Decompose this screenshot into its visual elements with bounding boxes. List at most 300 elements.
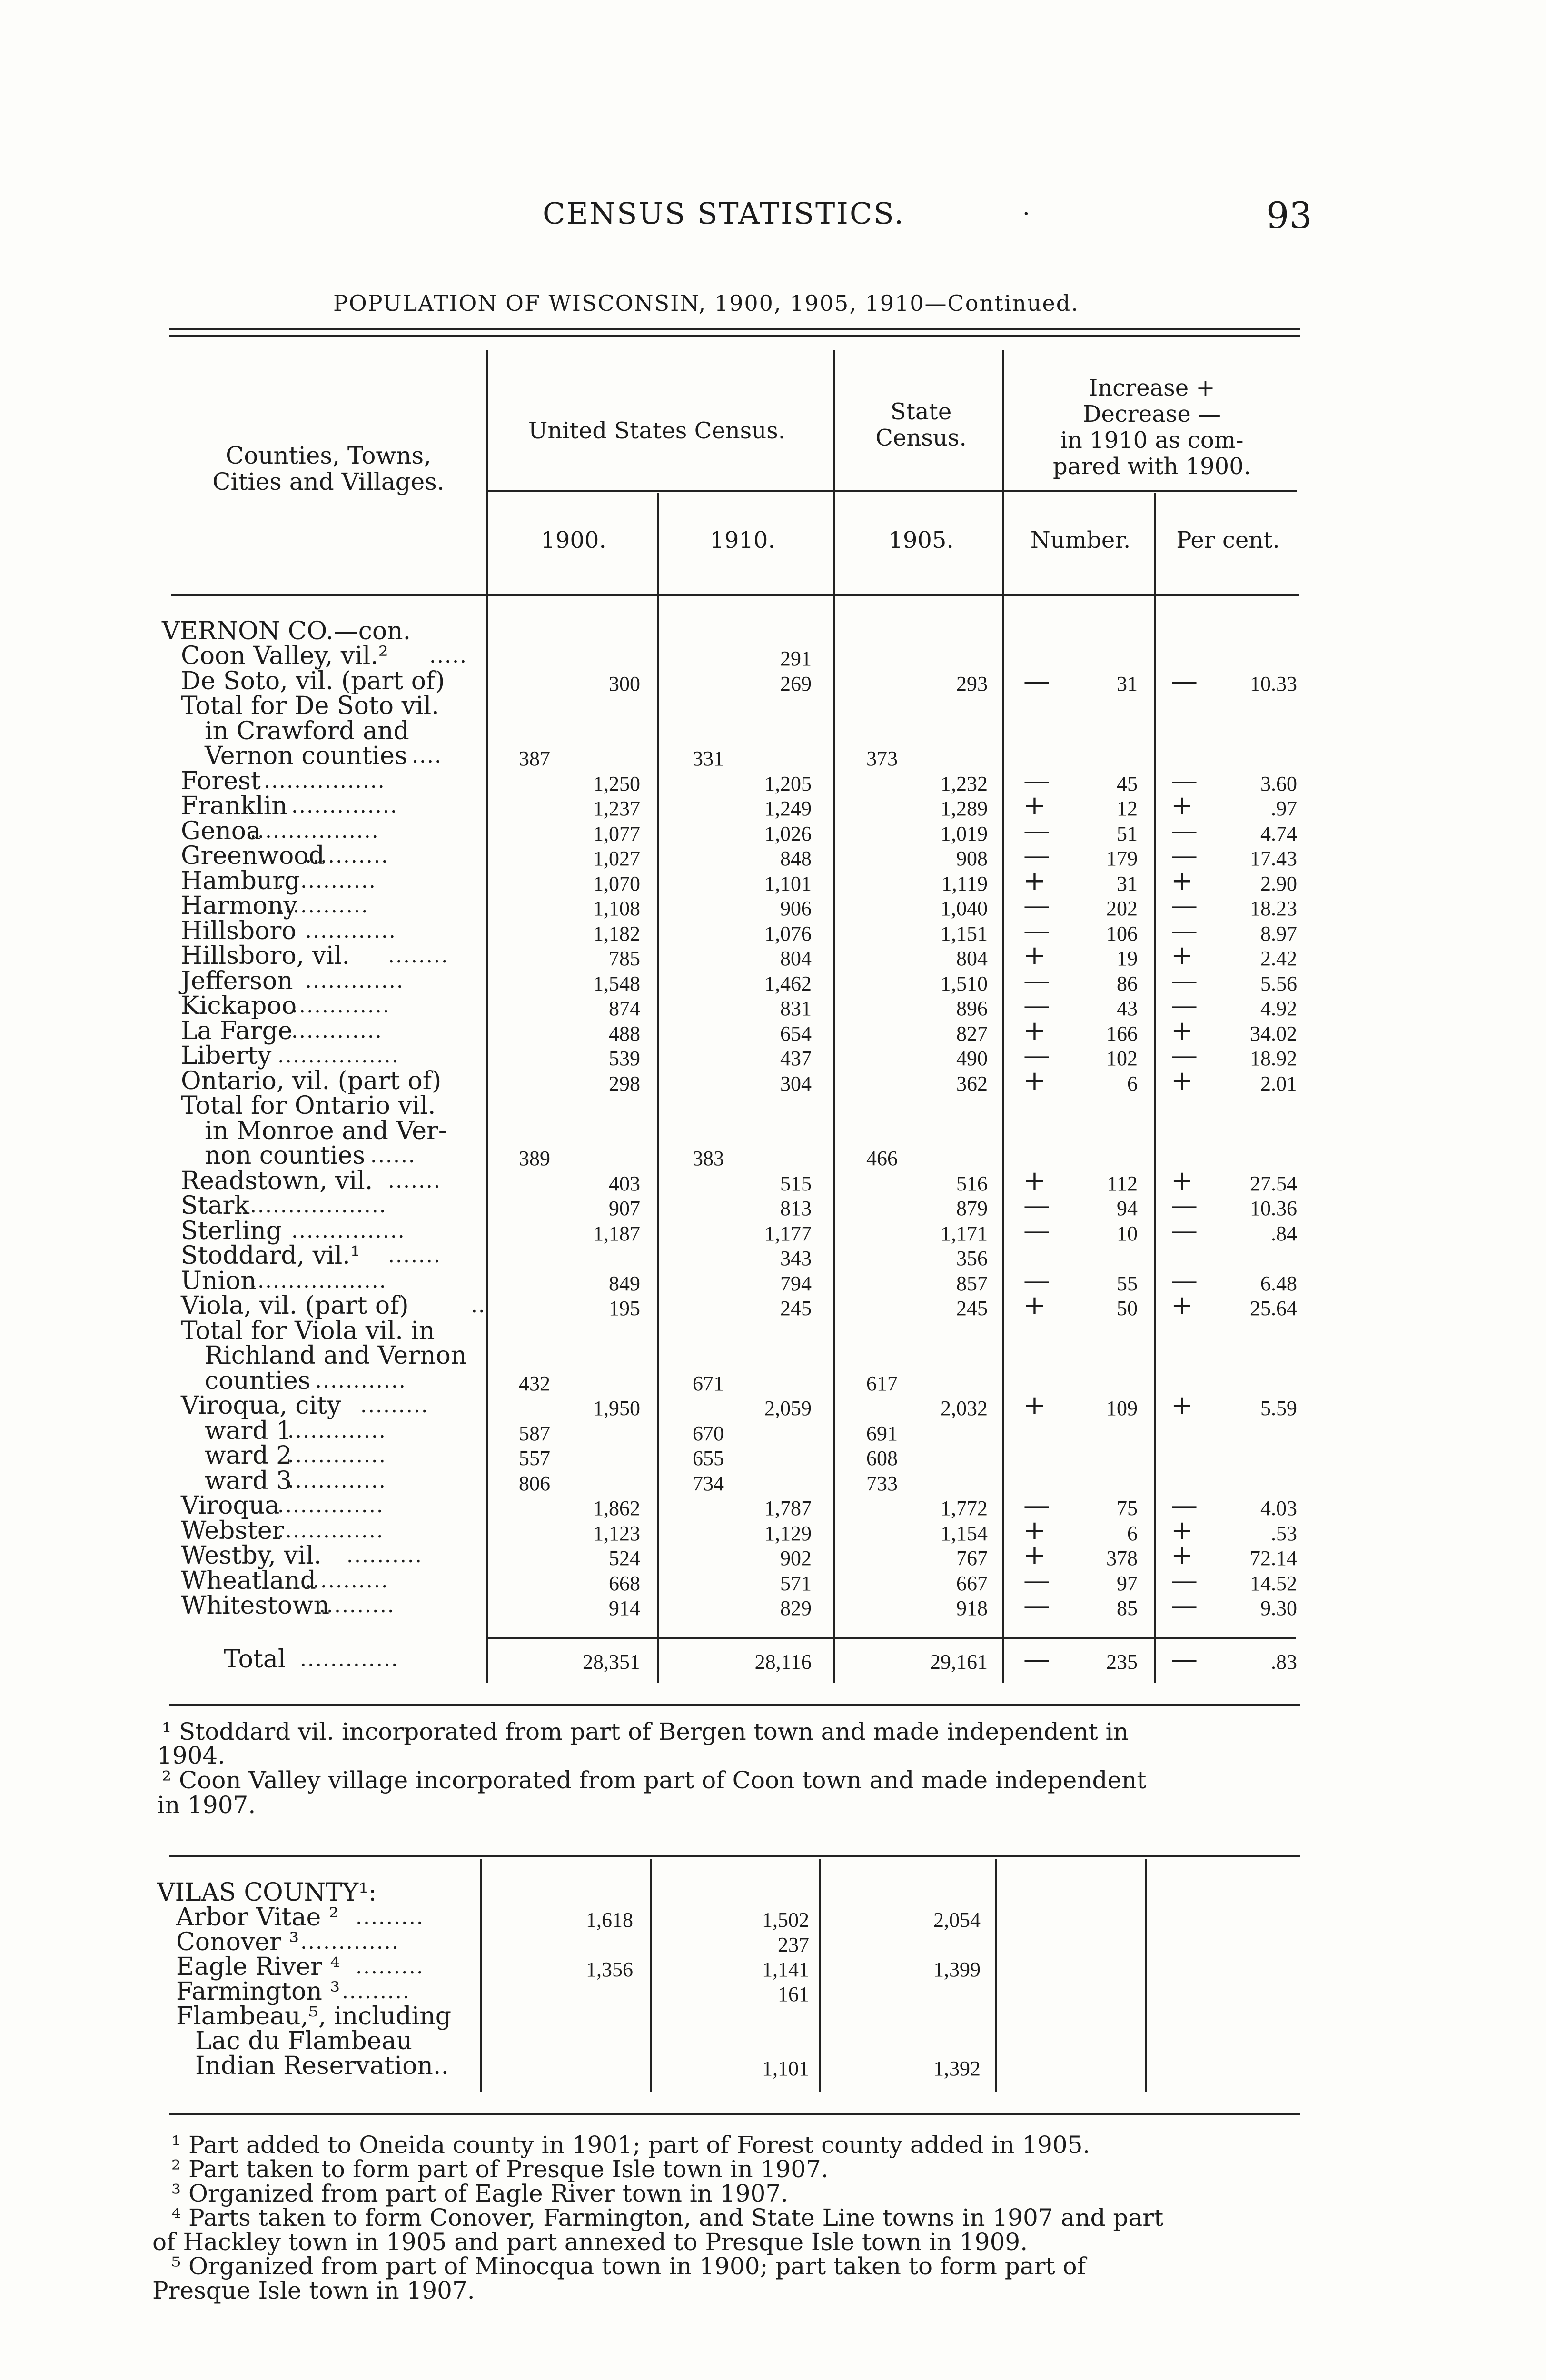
cell-1900: 849 <box>609 1272 640 1295</box>
row-leader: ...... <box>370 1143 416 1168</box>
total-1905: 617 <box>866 1372 898 1395</box>
cell-1905: 356 <box>956 1247 988 1270</box>
cell-1900: 1,187 <box>593 1222 640 1245</box>
total-rule <box>486 1637 1296 1639</box>
percent-sign: — <box>1171 1590 1198 1621</box>
row-leader: .............. <box>291 793 398 818</box>
cell-1905: 293 <box>956 672 988 695</box>
change-sign: — <box>1023 1565 1050 1596</box>
change-number: 75 <box>1117 1497 1138 1520</box>
vilas-cell-1905: 1,392 <box>933 2057 981 2080</box>
change-percent: 72.14 <box>1250 1547 1297 1570</box>
percent-sign: — <box>1171 1040 1198 1071</box>
cell-1900: 874 <box>609 997 640 1020</box>
vilas-footnote-line: ⁴ Parts taken to form Conover, Farmington, and State Line towns in 1907 and part <box>171 2204 1164 2231</box>
percent-sign: — <box>1171 1490 1198 1521</box>
change-percent: 2.01 <box>1260 1072 1297 1095</box>
percent-sign: + <box>1171 1290 1193 1321</box>
change-number: 10 <box>1117 1222 1138 1245</box>
cell-1910: 1,129 <box>764 1522 812 1545</box>
change-percent: 34.02 <box>1250 1022 1297 1045</box>
row-leader: .............. <box>277 1518 384 1543</box>
col-head-state-census: State Census. <box>875 398 967 451</box>
percent-sign: — <box>1171 965 1198 996</box>
change-percent: 2.90 <box>1260 872 1297 895</box>
change-sign: — <box>1023 665 1050 696</box>
row-label: non counties <box>205 1141 366 1170</box>
vilas-cell-1910: 1,101 <box>762 2057 809 2080</box>
row-leader: ....... <box>388 1169 441 1193</box>
percent-sign: — <box>1171 1265 1198 1296</box>
cell-1900: 298 <box>609 1072 640 1095</box>
row-leader: ................ <box>264 769 386 793</box>
change-percent: .97 <box>1271 797 1297 820</box>
cell-1910: 1,026 <box>764 822 812 845</box>
change-sign: + <box>1023 1390 1046 1421</box>
change-sign: — <box>1023 765 1050 796</box>
vilas-cell-1905: 2,054 <box>933 1908 981 1932</box>
total-1905-value: 29,161 <box>930 1650 988 1674</box>
total-1900-value: 28,351 <box>583 1650 640 1674</box>
row-label: Viola, vil. (part of) <box>181 1291 409 1320</box>
row-leader: ............ <box>315 1368 406 1393</box>
change-sign: — <box>1023 1190 1050 1221</box>
change-number: 55 <box>1117 1272 1138 1295</box>
change-number: 6 <box>1127 1522 1138 1545</box>
cell-1900: 914 <box>609 1597 640 1620</box>
cell-1905: 667 <box>956 1572 988 1595</box>
total-1910-value: 28,116 <box>754 1650 812 1674</box>
row-leader: .............. <box>277 1493 384 1517</box>
cell-1910: 571 <box>780 1572 812 1595</box>
percent-sign: — <box>1171 1215 1198 1246</box>
cell-1905: 1,171 <box>941 1222 988 1245</box>
vilas-row-label: Lac du Flambeau <box>195 2027 413 2055</box>
col-divider-2 <box>657 493 659 1683</box>
change-number: 97 <box>1117 1572 1138 1595</box>
cell-1900: 907 <box>609 1197 640 1220</box>
row-label: Hillsboro, vil. <box>181 942 350 970</box>
total-1910: 383 <box>693 1147 724 1170</box>
vilas-section-title: VILAS COUNTY¹: <box>157 1878 377 1907</box>
vilas-cell-1910: 1,502 <box>762 1908 809 1932</box>
vilas-divider-3 <box>819 1859 821 2092</box>
total-1900: 389 <box>519 1147 550 1170</box>
total-1905: 608 <box>866 1447 898 1470</box>
vilas-row-leader: ............. <box>300 1930 399 1954</box>
cell-1910: 343 <box>780 1247 812 1270</box>
change-percent: 18.23 <box>1250 897 1297 920</box>
row-label: Webster <box>181 1517 284 1545</box>
vilas-divider-1 <box>480 1859 482 2092</box>
total-1900: 806 <box>519 1472 550 1495</box>
cell-1905: 490 <box>956 1047 988 1070</box>
col-divider-1 <box>486 350 488 1683</box>
vilas-row-leader: ......... <box>356 1954 424 1979</box>
change-percent: 4.03 <box>1260 1497 1297 1520</box>
percent-sign: + <box>1171 1390 1193 1421</box>
vilas-cell-1900: 1,356 <box>586 1958 633 1981</box>
cell-1910: 813 <box>780 1197 812 1220</box>
percent-sign: — <box>1171 840 1198 871</box>
cell-1905: 516 <box>956 1172 988 1195</box>
row-label: Viroqua, city <box>181 1391 341 1420</box>
change-percent: 25.64 <box>1250 1297 1297 1320</box>
change-number: 6 <box>1127 1072 1138 1095</box>
cell-1900: 1,950 <box>593 1397 640 1420</box>
change-number: 202 <box>1106 897 1138 920</box>
row-label: Westby, vil. <box>181 1541 322 1570</box>
change-percent: 10.36 <box>1250 1197 1297 1220</box>
change-sign: + <box>1023 865 1046 896</box>
cell-1905: 827 <box>956 1022 988 1045</box>
total-1910: 671 <box>693 1372 724 1395</box>
row-leader: .................. <box>250 1193 387 1218</box>
row-label: Hillsboro <box>181 917 297 945</box>
row-label: Kickapoo <box>181 992 297 1020</box>
total-change-percent: .83 <box>1271 1650 1297 1674</box>
percent-sign: + <box>1171 1015 1193 1046</box>
row-leader: ........... <box>305 843 389 868</box>
change-sign: + <box>1023 1165 1046 1196</box>
row-label: in Crawford and <box>205 717 409 745</box>
row-label: ward 2 <box>205 1441 292 1470</box>
change-sign: + <box>1023 790 1046 821</box>
col-head-change-4: pared with 1900. <box>1053 453 1251 480</box>
vilas-cell-1905: 1,399 <box>933 1958 981 1981</box>
cell-1900: 524 <box>609 1547 640 1570</box>
row-label: Coon Valley, vil.² <box>181 642 388 670</box>
vilas-row-label: Conover ³ <box>176 1928 299 1956</box>
row-label: Genoa <box>181 817 261 845</box>
vilas-cell-1900: 1,618 <box>586 1908 633 1932</box>
footnote-2-line1: ² Coon Valley village incorporated from part of Coon town and made independent <box>162 1766 1147 1794</box>
total-1900: 557 <box>519 1447 550 1470</box>
percent-sign: + <box>1171 865 1193 896</box>
cell-1905: 1,019 <box>941 822 988 845</box>
change-number: 31 <box>1117 672 1138 695</box>
row-label: Vernon counties <box>205 742 407 770</box>
row-leader: ..... <box>429 644 467 668</box>
row-label: Franklin <box>181 792 287 820</box>
cell-1910: 1,249 <box>764 797 812 820</box>
change-sign: — <box>1023 815 1050 846</box>
cell-1900: 403 <box>609 1172 640 1195</box>
row-label: Total for Ontario vil. <box>181 1091 436 1120</box>
col-divider-4 <box>1002 350 1004 1683</box>
cell-1900: 668 <box>609 1572 640 1595</box>
vilas-footnote-line: ¹ Part added to Oneida county in 1901; part of Forest county added in 1905. <box>171 2131 1090 2159</box>
vilas-row-label: Eagle River ⁴ <box>176 1953 340 1981</box>
footnote-1-line2: 1904. <box>157 1742 226 1769</box>
cell-1910: 437 <box>780 1047 812 1070</box>
cell-1905: 2,032 <box>941 1397 988 1420</box>
change-percent: .53 <box>1271 1522 1297 1545</box>
cell-1910: 515 <box>780 1172 812 1195</box>
percent-sign: — <box>1171 915 1198 946</box>
percent-sign: — <box>1171 1190 1198 1221</box>
cell-1910: 906 <box>780 897 812 920</box>
cell-1905: 908 <box>956 847 988 870</box>
change-sign: + <box>1023 1515 1046 1546</box>
change-sign: + <box>1023 940 1046 971</box>
total-change-number: 235 <box>1106 1650 1138 1674</box>
change-sign: + <box>1023 1015 1046 1046</box>
cell-1900: 1,182 <box>593 922 640 945</box>
change-sign: — <box>1023 1265 1050 1296</box>
change-percent: 5.56 <box>1260 972 1297 995</box>
vilas-footnote-line: ⁵ Organized from part of Minocqua town in 1900; part taken to form part of <box>171 2252 1086 2280</box>
row-label: Viroqua <box>181 1491 280 1520</box>
change-number: 45 <box>1117 772 1138 795</box>
change-sign: + <box>1023 1290 1046 1321</box>
percent-sign: — <box>1171 815 1198 846</box>
row-leader: ............. <box>305 969 404 993</box>
cell-1900: 1,548 <box>593 972 640 995</box>
total-1900: 432 <box>519 1372 550 1395</box>
section-title: VERNON CO.—con. <box>162 617 411 645</box>
cell-1900: 1,862 <box>593 1497 640 1520</box>
col-divider-3 <box>833 350 835 1683</box>
footnote-2-line2: in 1907. <box>157 1791 256 1819</box>
cell-1905: 362 <box>956 1072 988 1095</box>
header-sub-rule <box>488 490 1297 492</box>
vilas-top-rule <box>169 1855 1300 1857</box>
cell-1900: 1,237 <box>593 797 640 820</box>
vilas-divider-5 <box>1145 1859 1147 2092</box>
change-percent: 6.48 <box>1260 1272 1297 1295</box>
total-percent-sign: — <box>1171 1644 1198 1675</box>
vilas-row-leader: ......... <box>356 1905 424 1929</box>
col-head-1900: 1900. <box>541 527 606 554</box>
cell-1910: 654 <box>780 1022 812 1045</box>
change-sign: — <box>1023 990 1050 1021</box>
change-number: 166 <box>1106 1022 1138 1045</box>
col-head-number: Number. <box>1030 527 1131 554</box>
change-number: 378 <box>1106 1547 1138 1570</box>
cell-1910: 1,787 <box>764 1497 812 1520</box>
total-1905: 373 <box>866 747 898 770</box>
top-rule-2 <box>169 335 1300 337</box>
row-leader: ........ <box>388 943 449 968</box>
cell-1900: 488 <box>609 1022 640 1045</box>
cell-1905: 804 <box>956 947 988 970</box>
cell-1905: 857 <box>956 1272 988 1295</box>
row-label: Forest <box>181 767 261 795</box>
cell-1905: 1,772 <box>941 1497 988 1520</box>
row-label: Ontario, vil. (part of) <box>181 1067 442 1095</box>
vilas-footnote-line: ³ Organized from part of Eagle River town in 1907. <box>171 2180 789 2207</box>
col-head-change-1: Increase + <box>1089 375 1215 401</box>
row-label: counties <box>205 1367 311 1395</box>
vilas-row-leader: ......... <box>342 1979 410 2003</box>
vilas-row-label: Arbor Vitae ² <box>176 1903 339 1932</box>
cell-1905: 1,040 <box>941 897 988 920</box>
col-head-label: Counties, Towns, Cities and Villages. <box>212 442 445 496</box>
row-label: in Monroe and Ver- <box>205 1117 447 1145</box>
percent-sign: + <box>1171 1065 1193 1096</box>
row-label: Readstown, vil. <box>181 1167 373 1195</box>
cell-1900: 1,027 <box>593 847 640 870</box>
cell-1905: 1,289 <box>941 797 988 820</box>
total-leader: ............. <box>300 1647 399 1671</box>
cell-1905: 1,510 <box>941 972 988 995</box>
header-bottom-rule <box>171 594 1299 596</box>
change-number: 86 <box>1117 972 1138 995</box>
percent-sign: — <box>1171 765 1198 796</box>
change-number: 112 <box>1107 1172 1138 1195</box>
change-percent: .84 <box>1271 1222 1297 1245</box>
vilas-row-label: Indian Reservation.. <box>195 2052 449 2080</box>
cell-1905: 1,119 <box>941 872 988 895</box>
change-number: 51 <box>1117 822 1138 845</box>
percent-sign: + <box>1171 940 1193 971</box>
percent-sign: — <box>1171 990 1198 1021</box>
percent-sign: + <box>1171 1540 1193 1571</box>
row-label: Union <box>181 1267 257 1295</box>
change-number: 43 <box>1117 997 1138 1020</box>
cell-1910: 1,462 <box>764 972 812 995</box>
row-label: Total for De Soto vil. <box>181 692 439 720</box>
cell-1900: 1,123 <box>593 1522 640 1545</box>
change-sign: — <box>1023 840 1050 871</box>
vilas-cell-1910: 237 <box>778 1933 809 1956</box>
cell-1910: 245 <box>780 1297 812 1320</box>
row-label: Wheatland <box>181 1567 317 1595</box>
row-leader: ................. <box>250 819 379 843</box>
total-1905: 733 <box>866 1472 898 1495</box>
cell-1910: 829 <box>780 1597 812 1620</box>
row-leader: ....... <box>388 1243 441 1268</box>
cell-1900: 1,108 <box>593 897 640 920</box>
change-percent: 5.59 <box>1260 1397 1297 1420</box>
row-label: De Soto, vil. (part of) <box>181 667 445 695</box>
change-number: 85 <box>1117 1597 1138 1620</box>
percent-sign: — <box>1171 665 1198 696</box>
change-sign: + <box>1023 1065 1046 1096</box>
row-leader: ............... <box>291 1219 406 1243</box>
row-leader: .... <box>412 744 442 768</box>
change-percent: 2.42 <box>1260 947 1297 970</box>
cell-1900: 1,070 <box>593 872 640 895</box>
change-number: 94 <box>1117 1197 1138 1220</box>
percent-sign: — <box>1171 1565 1198 1596</box>
total-1910: 331 <box>693 747 724 770</box>
cell-1900: 1,077 <box>593 822 640 845</box>
vilas-divider-2 <box>650 1859 652 2092</box>
row-leader: ............ <box>277 893 369 918</box>
vilas-footnote-line: of Hackley town in 1905 and part annexed to Presque Isle town in 1909. <box>152 2228 1028 2256</box>
row-leader: ......... <box>360 1393 429 1418</box>
row-leader: ............. <box>277 869 377 893</box>
cell-1910: 1,076 <box>764 922 812 945</box>
row-leader: ............. <box>287 1443 386 1468</box>
cell-1910: 902 <box>780 1547 812 1570</box>
cell-1910: 794 <box>780 1272 812 1295</box>
vilas-divider-4 <box>995 1859 997 2092</box>
cell-1900: 300 <box>609 672 640 695</box>
row-leader: ........... <box>305 1568 389 1593</box>
col-head-percent: Per cent. <box>1176 527 1280 554</box>
row-label: Stark <box>181 1191 249 1220</box>
cell-1910: 1,177 <box>764 1222 812 1245</box>
change-number: 106 <box>1106 922 1138 945</box>
cell-1910: 2,059 <box>764 1397 812 1420</box>
change-sign: — <box>1023 890 1050 921</box>
running-title: CENSUS STATISTICS. <box>543 196 905 231</box>
vilas-footnote-line: ² Part taken to form part of Presque Isle town in 1907. <box>171 2155 829 2183</box>
row-label: ward 1 <box>205 1417 292 1445</box>
page-number: 93 <box>1266 194 1312 237</box>
change-number: 50 <box>1117 1297 1138 1320</box>
row-label: Harmony <box>181 892 297 920</box>
vilas-cell-1910: 1,141 <box>762 1958 809 1981</box>
table-title: POPULATION OF WISCONSIN, 1900, 1905, 1910—Continued. <box>333 290 1079 316</box>
change-sign: — <box>1023 915 1050 946</box>
cell-1910: 1,205 <box>764 772 812 795</box>
change-sign: — <box>1023 1590 1050 1621</box>
cell-1905: 767 <box>956 1547 988 1570</box>
cell-1905: 1,154 <box>941 1522 988 1545</box>
col-head-us-census: United States Census. <box>528 417 786 444</box>
col-head-1910: 1910. <box>710 527 775 554</box>
cell-1905: 245 <box>956 1297 988 1320</box>
total-1910: 670 <box>693 1422 724 1445</box>
row-label: Liberty <box>181 1041 272 1070</box>
row-leader: ............. <box>291 993 390 1018</box>
total-1910: 734 <box>693 1472 724 1495</box>
vilas-row-label: Flambeau,⁵, including <box>176 2002 452 2031</box>
vilas-row-label: Farmington ³ <box>176 1977 340 2006</box>
change-percent: 9.30 <box>1260 1597 1297 1620</box>
percent-sign: + <box>1171 790 1193 821</box>
change-number: 19 <box>1117 947 1138 970</box>
percent-sign: + <box>1171 1515 1193 1546</box>
row-leader: .......... <box>347 1543 423 1567</box>
vilas-bottom-rule <box>169 2113 1300 2115</box>
cell-1910: 291 <box>780 647 812 670</box>
change-number: 12 <box>1117 797 1138 820</box>
change-sign: + <box>1023 1540 1046 1571</box>
col-head-change-3: in 1910 as com- <box>1060 427 1244 454</box>
header-dot: · <box>1022 200 1030 228</box>
row-leader: ............ <box>291 1019 383 1043</box>
col-head-1905: 1905. <box>888 527 954 554</box>
row-leader: ............. <box>287 1468 386 1493</box>
change-sign: — <box>1023 1040 1050 1071</box>
cell-1910: 848 <box>780 847 812 870</box>
row-label: Hamburg <box>181 867 300 895</box>
change-percent: 4.74 <box>1260 822 1297 845</box>
percent-sign: — <box>1171 890 1198 921</box>
row-label: Stoddard, vil.¹ <box>181 1241 360 1270</box>
change-number: 109 <box>1106 1397 1138 1420</box>
cell-1910: 269 <box>780 672 812 695</box>
row-label: Greenwood <box>181 842 325 870</box>
row-label: La Farge <box>181 1017 293 1045</box>
footnote-1-line1: ¹ Stoddard vil. incorporated from part of Bergen town and made independent in <box>162 1718 1129 1745</box>
vilas-cell-1910: 161 <box>778 1983 809 2006</box>
change-percent: 17.43 <box>1250 847 1297 870</box>
cell-1910: 831 <box>780 997 812 1020</box>
total-1905: 466 <box>866 1147 898 1170</box>
cell-1910: 1,101 <box>764 872 812 895</box>
change-percent: 10.33 <box>1250 672 1297 695</box>
cell-1905: 896 <box>956 997 988 1020</box>
row-label: Sterling <box>181 1217 282 1245</box>
change-percent: 3.60 <box>1260 772 1297 795</box>
cell-1900: 539 <box>609 1047 640 1070</box>
